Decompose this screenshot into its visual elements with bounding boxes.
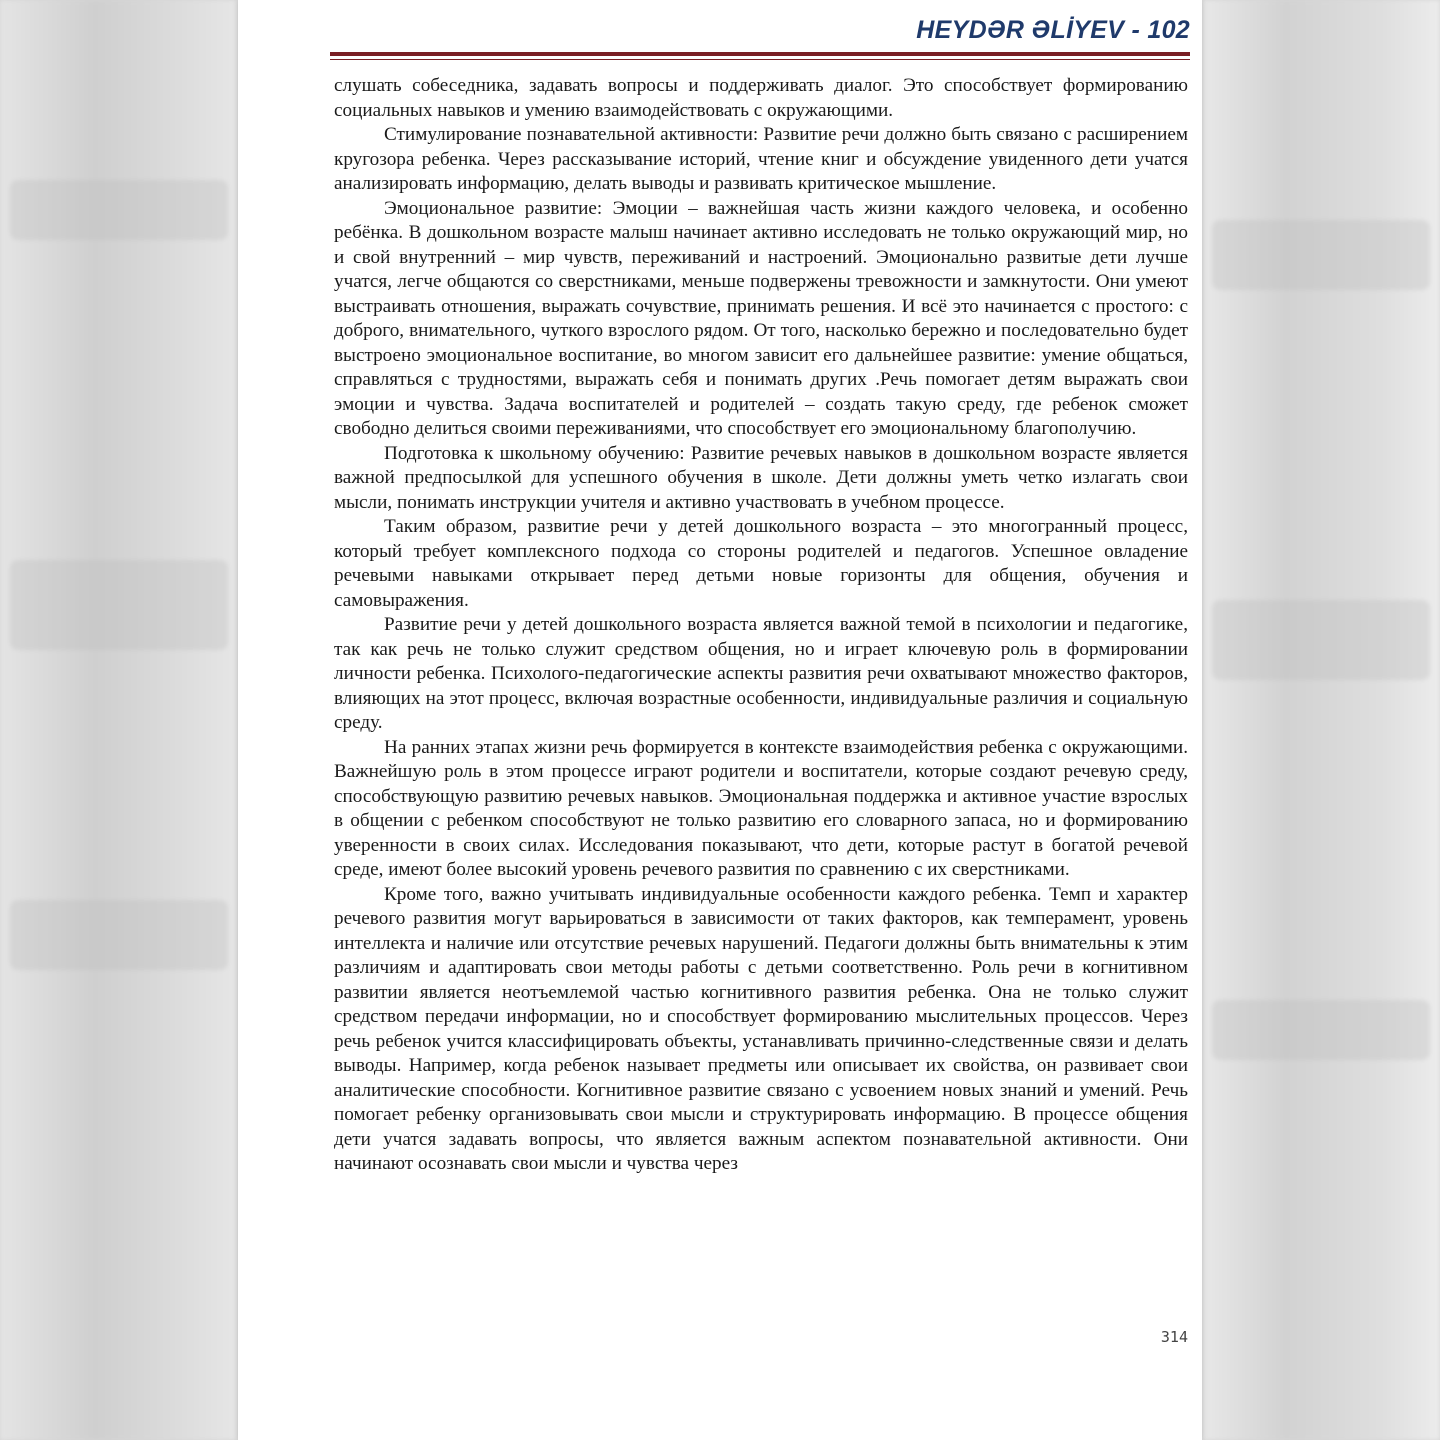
paragraph: Таким образом, развитие речи у детей дошкольного возраста – это многогранный процесс, который требует комплексного подхода со стороны родителей и педагогов. Успешное овладение речевыми навыками открывает перед детьми новые горизонты для общения, обучения и самовыражения.	[334, 516, 1188, 611]
paragraph-continuation: слушать собеседника, задавать вопросы и поддерживать диалог. Это способствует формированию социальных навыков и умению взаимодействовать с окружающими.	[334, 75, 1188, 121]
paragraph: Эмоциональное развитие: Эмоции – важнейшая часть жизни каждого человека, и особенно ребёнка. В дошкольном возрасте малыш начинает активно исследовать не только окружающий мир, но и свой внутренний – мир чувств, переживаний и настроений. Эмоционально развитые дети лучше учатся, легче общаются со сверстниками, меньше подвержены тревожности и замкнутости. Они умеют выстраивать отношения, выражать сочувствие, принимать решения. И всё это начинается с простого: с доброго, внимательного, чуткого взрослого рядом. От того, насколько бережно и последовательно будет выстроено эмоциональное воспитание, во многом зависит его дальнейшее развитие: умение общаться, справляться с трудностями, выражать себя и понимать других .Речь помогает детям выражать свои эмоции и чувства. Задача воспитателей и родителей – создать такую среду, где ребенок сможет свободно делиться своими переживаниями, что способствует его эмоциональному благополучию.	[334, 197, 1188, 439]
header-rule-thin	[330, 59, 1190, 60]
blurred-background-right	[1202, 0, 1440, 1440]
document-page	[238, 0, 1202, 1440]
body-text	[334, 74, 1188, 1177]
blurred-background-left	[0, 0, 238, 1440]
header-rule-thick	[330, 52, 1190, 56]
page-number: 314	[1160, 1328, 1188, 1346]
paragraph: Стимулирование познавательной активности: Развитие речи должно быть связано с расширением кругозора ребенка. Через рассказывание историй, чтение книг и обсуждение увиденного дети учатся анализировать информацию, делать выводы и развивать критическое мышление.	[334, 124, 1188, 194]
paragraph: Кроме того, важно учитывать индивидуальные особенности каждого ребенка. Темп и характер речевого развития могут варьироваться в зависимости от таких факторов, как темперамент, уровень интеллекта и наличие или отсутствие речевых нарушений. Педагоги должны быть внимательны к этим различиям и адаптировать свои методы работы с детьми соответственно. Роль речи в когнитивном развитии является неотъемлемой частью когнитивного развития ребенка. Она не только служит средством передачи информации, но и способствует формированию мыслительных процессов. Через речь ребенок учится классифицировать объекты, устанавливать причинно-следственные связи и делать выводы. Например, когда ребенок называет предметы или описывает их свойства, он развивает свои аналитические способности. Когнитивное развитие связано с усвоением новых знаний и умений. Речь помогает ребенку организовывать свои мысли и структурировать информацию. В процессе общения дети учатся задавать вопросы, что является важным аспектом познавательной активности. Они начинают осознавать свои мысли и чувства через	[334, 883, 1188, 1174]
paragraph: На ранних этапах жизни речь формируется в контексте взаимодействия ребенка с окружающими. Важнейшую роль в этом процессе играют родители и воспитатели, которые создают речевую среду, способствующую развитию речевых навыков. Эмоциональная поддержка и активное участие взрослых в общении с ребенком способствуют не только развитию его словарного запаса, но и формированию уверенности в своих силах. Исследования показывают, что дети, которые растут в богатой речевой среде, имеют более высокий уровень речевого развития по сравнению с их сверстниками.	[334, 736, 1188, 880]
running-header-title: HEYDƏR ƏLİYEV - 102	[916, 16, 1190, 44]
paragraph: Подготовка к школьному обучению: Развитие речевых навыков в дошкольном возрасте является важной предпосылкой для успешного обучения в школе. Дети должны уметь четко излагать свои мысли, понимать инструкции учителя и активно участвовать в учебном процессе.	[334, 442, 1188, 513]
paragraph: Развитие речи у детей дошкольного возраста является важной темой в психологии и педагогике, так как речь не только служит средством общения, но и играет ключевую роль в формировании личности ребенка. Психолого-педагогические аспекты развития речи охватывают множество факторов, влияющих на этот процесс, включая возрастные особенности, индивидуальные различия и социальную среду.	[334, 614, 1188, 733]
